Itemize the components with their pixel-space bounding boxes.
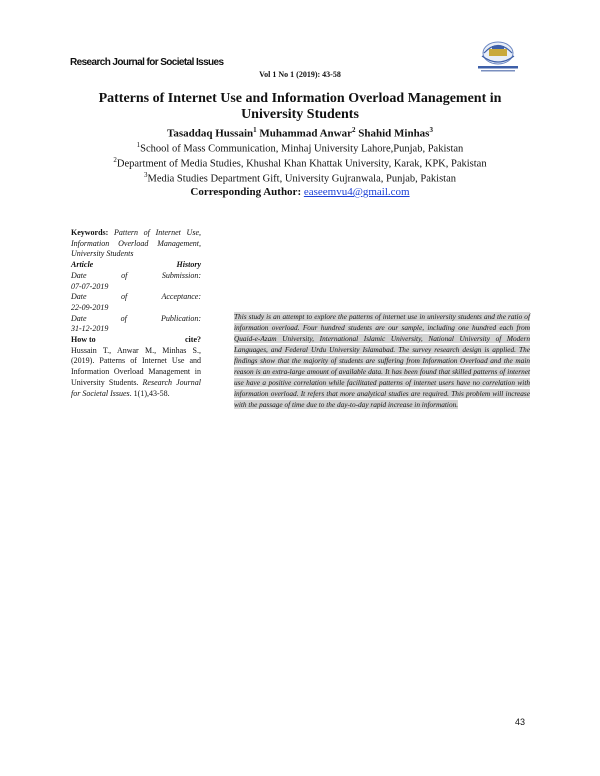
submission-date: 07-07-2019	[71, 281, 109, 291]
affiliation-text: School of Mass Communication, Minhaj University Lahore,Punjab, Pakistan	[140, 143, 464, 155]
history-label: History	[176, 260, 201, 270]
affiliation-sup: 1	[136, 141, 141, 149]
corresponding-email-link[interactable]: easeemvu4@gmail.com	[303, 186, 410, 198]
author-name: Muhammad Anwar	[259, 127, 352, 140]
affiliation-text: Media Studies Department Gift, University Gujranwala, Punjab, Pakistan	[147, 173, 457, 185]
publication-date: 31-12-2019	[71, 324, 109, 334]
abstract	[234, 311, 530, 410]
article-history-heading	[71, 260, 201, 271]
affiliation-sup: 2	[113, 156, 117, 164]
corresponding-author	[0, 186, 600, 198]
citation-body: Hussain T., Anwar M., Minhas S., (2019). Patterns of Internet Use and Information Overload Management in University Students.	[71, 345, 201, 387]
affiliation	[0, 156, 600, 170]
corresponding-label: Corresponding Author:	[190, 186, 302, 198]
affiliation	[0, 141, 600, 155]
citation-text	[71, 346, 201, 400]
article-label: Article	[71, 260, 94, 270]
journal-name: Research Journal for Societal Issues	[70, 57, 224, 68]
article-info-sidebar	[71, 228, 201, 399]
citation-journal: Research Journal for Societal Issues	[71, 377, 202, 398]
abstract-text: This study is an attempt to explore the patterns of internet use in university students and the ratio of information overload. Four hundred students are our sample, including one hundred each from Quaid-e-Azam University, International Islamic University, National University of Modern Languages, and Federal Urdu University Islamabad. The survey research design is applied. The findings show that the majority of students are suffering from Information Overload and the main reason is an extra-large amount of available data. It has been found that skilled patterns of internet use have a positive correlation while facilitated patterns of internet users have no correlation with information overload. It refers that more analytical studies are required. This problem will increase with the passage of time due to the day-to-day rapid increase in information.	[234, 312, 530, 409]
author-name: Shahid Minhas	[358, 127, 430, 140]
affiliation-text: Department of Media Studies, Khushal Khan Khattak University, Karak, KPK, Pakistan	[116, 158, 487, 170]
acceptance-label: Date of Acceptance:	[71, 292, 201, 302]
page-number: 43	[515, 717, 526, 727]
volume-info: Vol 1 No 1 (2019): 43-58	[259, 70, 341, 79]
cite-heading-right: cite?	[185, 335, 201, 345]
affiliation-sup: 3	[143, 171, 148, 179]
publication-label: Date of Publication:	[71, 313, 201, 323]
keywords-text: Pattern of Internet Use, Information Overload Management, University Students	[71, 228, 201, 259]
submission-label: Date of Submission:	[71, 270, 201, 280]
acceptance-date: 22-09-2019	[71, 302, 109, 312]
author-sup: 2	[351, 126, 356, 134]
affiliation	[0, 171, 600, 185]
cite-heading-left: How to	[71, 335, 96, 345]
keywords-label: Keywords:	[71, 228, 109, 237]
keywords-block	[71, 228, 201, 260]
how-to-cite-heading	[71, 335, 201, 346]
author-sup: 1	[253, 126, 257, 134]
author-list	[0, 126, 600, 140]
author-sup: 3	[429, 126, 433, 134]
citation-tail: . 1(1),43-58.	[129, 388, 170, 398]
author-name: Tasaddaq Hussain	[167, 127, 254, 140]
paper-title: Patterns of Internet Use and Information Overload Management in University Students	[98, 91, 502, 122]
